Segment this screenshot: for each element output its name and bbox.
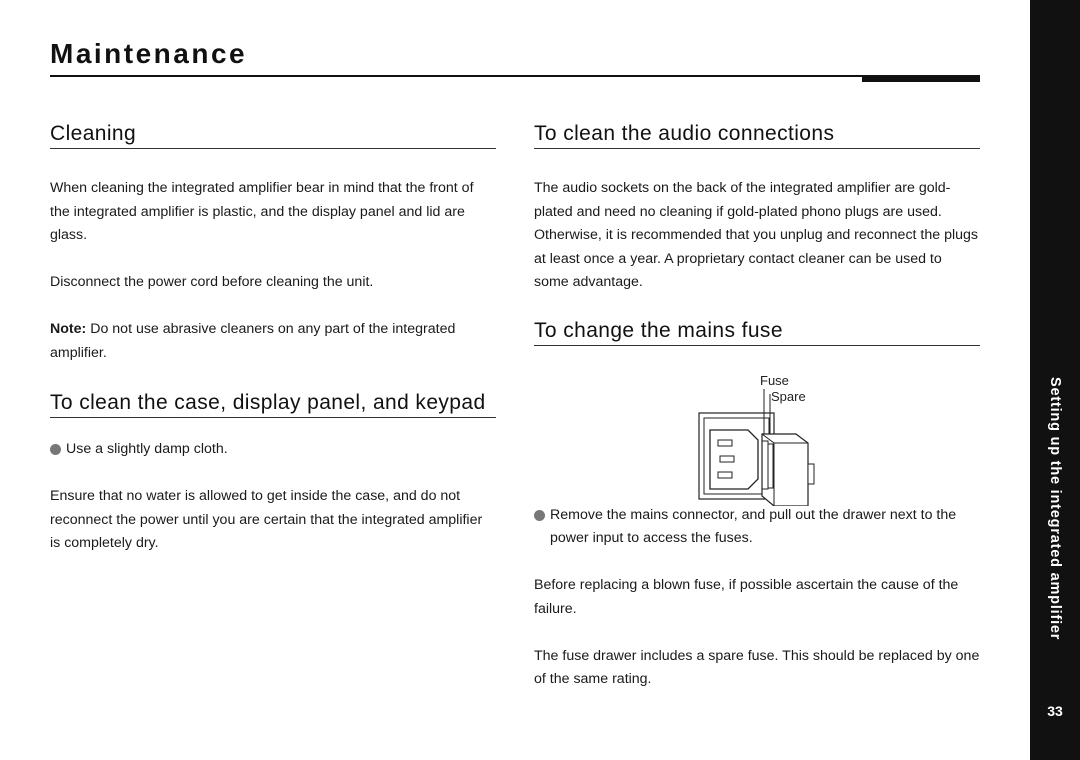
note-paragraph — [50, 318, 496, 365]
spare-fuse-paragraph: The fuse drawer includes a spare fuse. This should be replaced by one of the same rating. — [534, 647, 980, 687]
case-bullet — [50, 438, 496, 462]
spare-label: Spare — [771, 388, 806, 404]
audio-heading: To clean the audio connections — [534, 122, 980, 149]
audio-paragraph: The audio sockets on the back of the integrated amplifier are gold-plated and need no cleaning if gold-plated phono plugs are used. Otherwise, it is recommended that you unplug and reconnect the plugs at least once a year. A proprietary contact cleaner can be used to some advantage. — [534, 180, 979, 290]
bullet-icon — [534, 510, 545, 521]
note-label: Note: — [50, 321, 87, 337]
left-column — [50, 122, 496, 556]
fuse-label: Fuse — [760, 372, 789, 388]
fuse-bullet-text: Remove the mains connector, and pull out the drawer next to the power input to access the fuses. — [550, 506, 957, 546]
title-rule-accent — [862, 75, 980, 82]
note-text: Do not use abrasive cleaners on any part of the integrated amplifier. — [50, 321, 456, 361]
right-column — [534, 122, 980, 692]
title-rule — [50, 75, 980, 77]
bullet-icon — [50, 444, 61, 455]
page-title: Maintenance — [50, 38, 248, 69]
fuse-diagram — [534, 346, 980, 496]
power-inlet-illustration — [534, 346, 980, 506]
case-bullet-text: Use a slightly damp cloth. — [66, 441, 228, 457]
fuse-bullet — [534, 504, 980, 551]
cleaning-heading: Cleaning — [50, 122, 496, 149]
blown-fuse-paragraph: Before replacing a blown fuse, if possible ascertain the cause of the failure. — [534, 577, 959, 617]
cleaning-paragraph: When cleaning the integrated amplifier bear in mind that the front of the integrated amplifier is plastic, and the display panel and lid are glass. — [50, 180, 474, 243]
section-tab-label: Setting up the integrated amplifier — [1047, 377, 1063, 641]
case-heading: To clean the case, display panel, and keypad — [50, 391, 496, 418]
disconnect-paragraph: Disconnect the power cord before cleaning the unit. — [50, 274, 374, 290]
page-number: 33 — [1047, 703, 1063, 719]
case-paragraph: Ensure that no water is allowed to get inside the case, and do not reconnect the power until you are certain that the integrated amplifier is completely dry. — [50, 488, 483, 551]
fuse-heading: To change the mains fuse — [534, 319, 980, 346]
